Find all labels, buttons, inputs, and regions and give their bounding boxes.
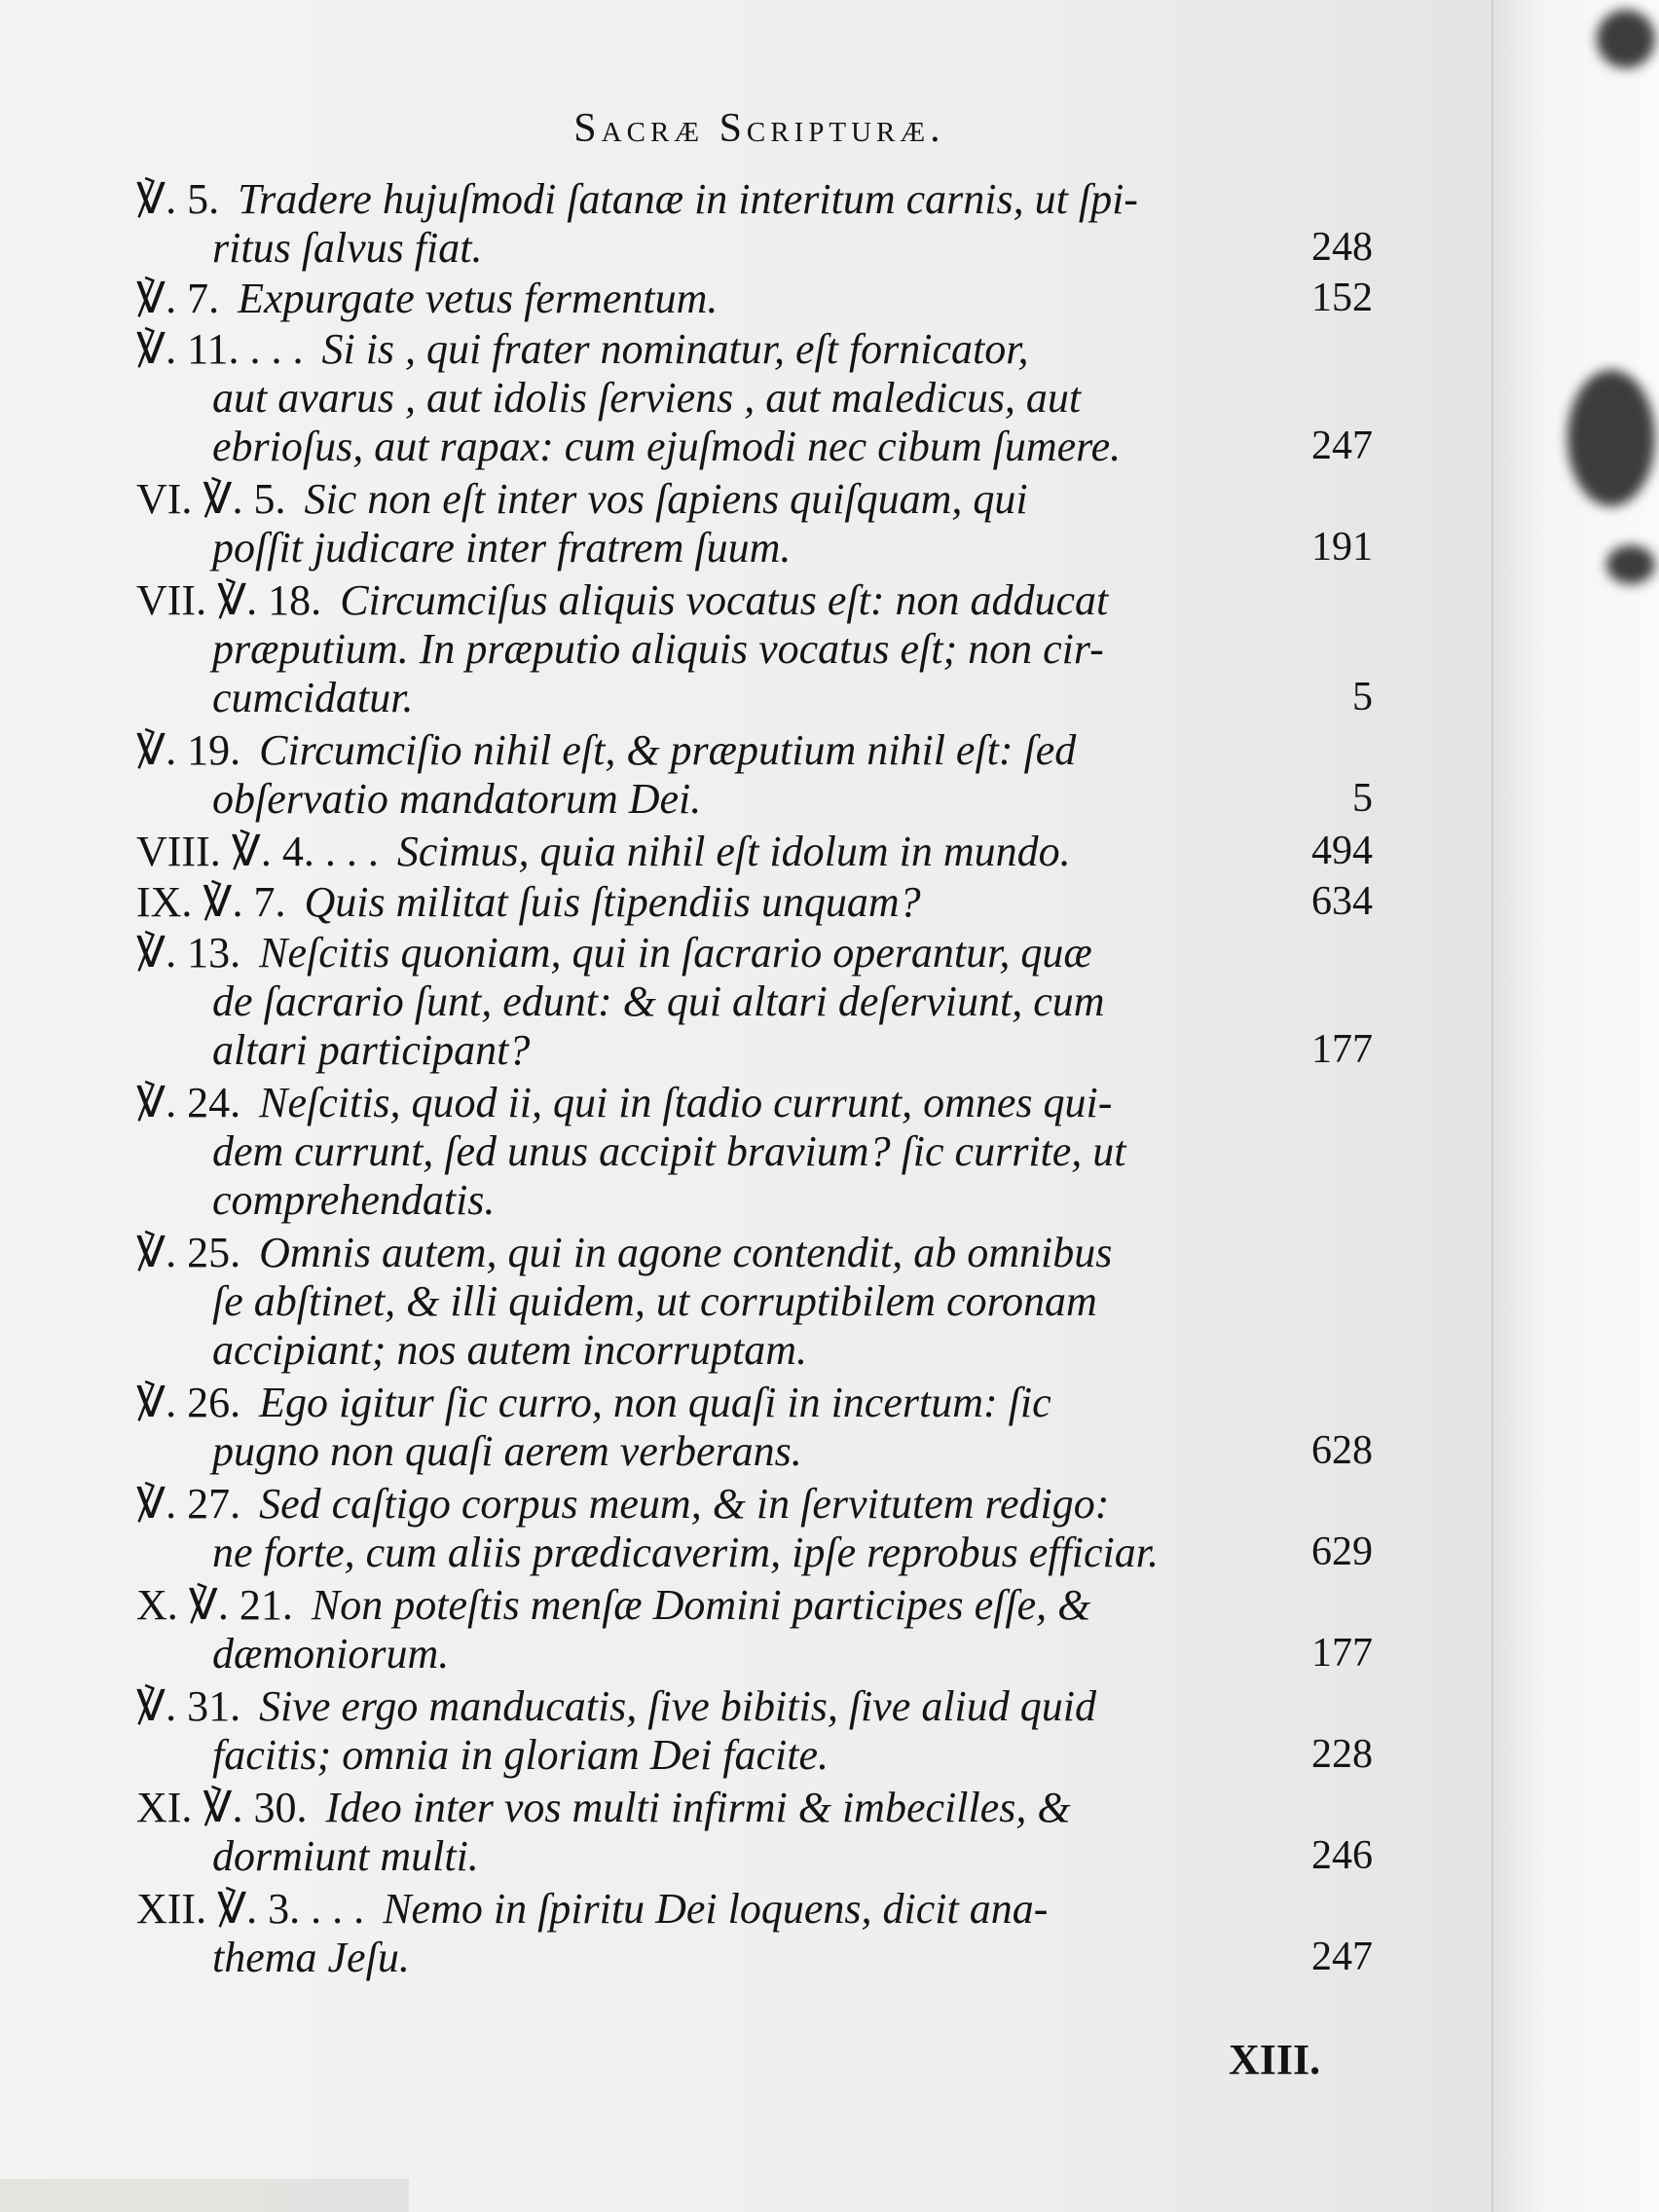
verse-reference: VIII. ℣. 4. . . . [136,828,379,875]
entry-text: aut avarus , aut idolis ſerviens , aut maledicus, aut [212,374,1082,422]
entry-text: altari participant? [212,1026,531,1074]
entry-text: accipiant; nos autem incorruptam. [212,1326,808,1374]
ink-stain [1567,370,1655,506]
entry-text: ſe abſtinet, & illi quidem, ut corruptibilem coronam [212,1277,1097,1325]
entry-text: dormiunt multi. [212,1832,479,1880]
index-entry [136,929,1285,1075]
entry-text: Sed caſtigo corpus meum, & in ſervitutem redigo: [259,1480,1110,1528]
page-number: 177 [1311,1027,1373,1072]
page-number: 248 [1311,225,1373,270]
index-entry [136,576,1285,722]
entry-text: præputium. In præputio aliquis vocatus eſt; non cir- [212,625,1104,673]
entry-text: Circumciſus aliquis vocatus eſt: non adducat [340,576,1109,624]
page-number: 494 [1311,829,1373,873]
page-number: 5 [1352,675,1373,719]
index-entry [136,1379,1285,1476]
verse-reference: VII. ℣. 18. [136,576,322,624]
index-entry [136,1079,1285,1225]
entry-text: Quis militat ſuis ſtipendiis unquam? [304,878,921,926]
verse-reference: ℣. 24. [136,1079,241,1126]
ink-stain [1597,10,1655,68]
entry-text: Circumciſio nihil eſt, & præputium nihil eſt: ſed [259,726,1077,774]
entry-text: dem currunt, ſed unus accipit bravium? ſic currite, ut [212,1127,1126,1175]
entry-text: cumcidatur. [212,674,414,721]
page-number: 5 [1352,776,1373,821]
verse-reference: VI. ℣. 5. [136,475,286,523]
running-head: Sacræ Scripturæ. [573,106,945,151]
entry-text: Ideo inter vos multi infirmi & imbecilles, & [325,1784,1071,1831]
entry-text: pugno non quaſi aerem verberans. [212,1427,802,1475]
entry-text: obſervatio mandatorum Dei. [212,775,702,823]
entry-text: Scimus, quia nihil eſt idolum in mundo. [396,828,1071,875]
entry-text: dæmoniorum. [212,1630,450,1677]
entry-text: Omnis autem, qui in agone contendit, ab omnibus [259,1229,1113,1276]
entry-text: Non poteſtis menſæ Domini participes eſſe, & [311,1581,1091,1629]
verse-reference: ℣. 31. [136,1682,241,1730]
verse-reference: ℣. 26. [136,1379,241,1426]
page-number: 177 [1311,1631,1373,1676]
catchword: XIII. [1229,2036,1321,2083]
index-entry [136,878,1285,927]
index-entry [136,175,1285,273]
page-number: 628 [1311,1428,1373,1473]
index-entry [136,275,1285,323]
index-entry [136,1885,1285,1982]
index-entry [136,1229,1285,1375]
verse-reference: ℣. 13. [136,929,241,977]
ink-stain [1606,545,1655,584]
entry-text: de ſacrario ſunt, edunt: & qui altari deſerviunt, cum [212,977,1105,1025]
verse-reference: XII. ℣. 3. . . . [136,1885,365,1933]
entry-text: poſſit judicare inter fratrem ſuum. [212,524,792,571]
index-entry [136,1784,1285,1881]
entry-text: Nemo in ſpiritu Dei loquens, dicit ana- [383,1885,1049,1933]
verse-reference: IX. ℣. 7. [136,878,286,926]
index-entry [136,1480,1285,1577]
entry-text: Expurgate vetus fermentum. [238,275,719,322]
entry-text: Ego igitur ſic curro, non quaſi in incertum: ſic [259,1379,1051,1426]
verse-reference: ℣. 5. [136,175,220,223]
entry-text: Si is , qui frater nominatur, eſt fornicator, [321,325,1029,373]
verse-reference: ℣. 25. [136,1229,241,1276]
page-number: 152 [1311,276,1373,320]
verse-reference: XI. ℣. 30. [136,1784,308,1831]
entry-text: comprehendatis. [212,1176,496,1224]
verse-reference: ℣. 27. [136,1480,241,1528]
index-entry [136,325,1285,471]
verse-reference: ℣. 11. . . . [136,325,304,373]
page-number: 228 [1311,1732,1373,1777]
verse-reference: ℣. 19. [136,726,241,774]
entry-text: Sive ergo manducatis, ſive bibitis, ſive aliud quid [259,1682,1096,1730]
index-entry [136,1581,1285,1678]
index-entry [136,726,1285,824]
entry-text: Neſcitis quoniam, qui in ſacrario operantur, quæ [259,929,1092,977]
verse-reference: X. ℣. 21. [136,1581,293,1629]
page-number: 629 [1311,1530,1373,1574]
verse-reference: ℣. 7. [136,275,220,322]
entry-text: facitis; omnia in gloriam Dei facite. [212,1731,830,1779]
page-number: 247 [1311,1935,1373,1979]
page-number: 246 [1311,1833,1373,1878]
entry-text: ebrioſus, aut rapax: cum ejuſmodi nec cibum ſumere. [212,423,1122,470]
page-number: 191 [1311,525,1373,570]
entry-text: Tradere hujuſmodi ſatanæ in interitum carnis, ut ſpi- [238,175,1138,223]
adjacent-page-edge [1492,0,1659,2212]
entry-text: Sic non eſt inter vos ſapiens quiſquam, qui [304,475,1028,523]
entry-text: Neſcitis, quod ii, qui in ſtadio currunt, omnes qui- [259,1079,1113,1126]
watermark-strip [0,2179,409,2212]
index-entry [136,828,1285,876]
entry-text: ritus ſalvus fiat. [212,224,483,272]
entry-text: ne forte, cum aliis prædicaverim, ipſe reprobus efficiar. [212,1529,1159,1576]
index-entry [136,1682,1285,1780]
entry-text: thema Jeſu. [212,1934,410,1981]
page-number: 634 [1311,879,1373,924]
index-entry [136,475,1285,572]
page-number: 247 [1311,424,1373,468]
